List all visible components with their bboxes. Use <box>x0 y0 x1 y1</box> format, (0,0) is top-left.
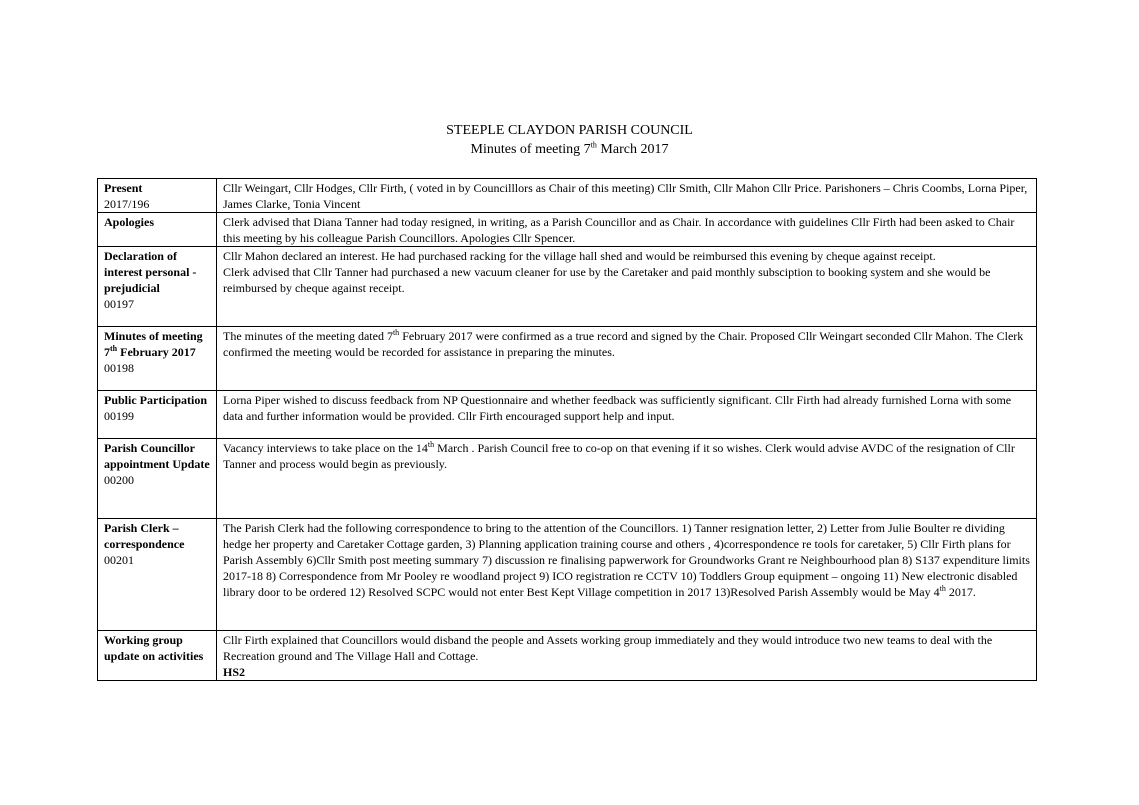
document-heading <box>0 121 1139 159</box>
text-suffix: March . Parish Council free to co-op on that evening if it so wishes. Clerk would advise AVDC of the resignation of Cllr Tanner and process would begin as previously. <box>223 441 1015 471</box>
text-prefix: Vacancy interviews to take place on the 14 <box>223 441 428 455</box>
row-label: Working group update on activities <box>104 633 204 663</box>
row-label-cell <box>98 439 217 519</box>
label-prefix: Minutes of meeting 7 <box>104 329 203 359</box>
row-ref: 00198 <box>104 361 134 375</box>
council-title: STEEPLE CLAYDON PARISH COUNCIL <box>446 123 693 138</box>
table-row-public <box>98 391 1037 439</box>
row-content-cell <box>217 391 1037 439</box>
row-text: Cllr Weingart, Cllr Hodges, Cllr Firth, ( voted in by Councilllors as Chair of this meeting) Cllr Smith, Cllr Mahon Cllr Price. Parishoners – Chris Coombs, Lorna Piper, James Clarke, Tonia Vincent <box>223 181 1028 211</box>
row-content-cell <box>217 519 1037 631</box>
row-ref: 00197 <box>104 297 134 311</box>
row-ref: 00201 <box>104 553 134 567</box>
row-content-cell <box>217 213 1037 247</box>
table-row-present <box>98 179 1037 213</box>
label-sup: th <box>110 344 118 353</box>
row-text: Clerk advised that Cllr Tanner had purchased a new vacuum cleaner for use by the Caretaker and paid monthly subsciption to booking system and she would be reimbursed by cheque against receipt. <box>223 265 991 295</box>
row-subheading: HS2 <box>223 665 246 679</box>
row-text: Cllr Firth explained that Councillors would disband the people and Assets working group immediately and they would introduce two new teams to deal with the Recreation ground and The Village Hall and Cottage. <box>223 633 993 663</box>
row-ref: 00199 <box>104 409 134 423</box>
text-sup: th <box>392 328 400 337</box>
row-content-cell <box>217 439 1037 519</box>
text-suffix: 2017. <box>945 585 976 599</box>
row-text <box>223 440 1030 472</box>
table-row-declaration <box>98 247 1037 327</box>
row-label: Parish Clerk – correspondence <box>104 521 185 551</box>
table-row-clerk <box>98 519 1037 631</box>
text-prefix: The minutes of the meeting dated 7 <box>223 329 393 343</box>
subtitle-sup: th <box>590 140 597 150</box>
text-sup: th <box>939 584 946 593</box>
row-label-cell <box>98 519 217 631</box>
row-content-cell <box>217 179 1037 213</box>
row-text <box>223 520 1030 600</box>
row-label-cell <box>98 179 217 213</box>
row-label: Declaration of interest personal - prejudicial <box>104 249 197 295</box>
row-text: Clerk advised that Diana Tanner had today resigned, in writing, as a Parish Councillor and as Chair. In accordance with guidelines Cllr Firth had been asked to Chair this meeting by his colleague Parish Councillors. Apologies Cllr Spencer. <box>223 215 1015 245</box>
minutes-table <box>97 178 1037 681</box>
text-suffix: February 2017 were confirmed as a true record and signed by the Chair. Proposed Cllr Weingart seconded Cllr Mahon. The Clerk confirmed the meeting would be recorded for assistance in preparing the minutes. <box>223 329 1024 359</box>
row-label: Present <box>104 181 143 195</box>
row-label: Parish Councillor appointment Update <box>104 441 210 471</box>
subtitle-prefix: Minutes of meeting 7 <box>470 142 591 157</box>
row-content-cell <box>217 631 1037 681</box>
row-label-cell <box>98 247 217 327</box>
row-label <box>104 328 210 360</box>
table-row-minutes <box>98 327 1037 391</box>
label-suffix: February 2017 <box>117 345 196 359</box>
row-text: Cllr Mahon declared an interest. He had purchased racking for the village hall shed and would be reimbursed this evening by cheque against receipt. <box>223 249 936 263</box>
row-label: Public Participation <box>104 393 207 407</box>
row-label-cell <box>98 213 217 247</box>
row-label: Apologies <box>104 215 155 229</box>
row-text: Lorna Piper wished to discuss feedback from NP Questionnaire and whether feedback was sufficiently significant. Cllr Firth had already furnished Lorna with some data and further information would be provided. Cllr Firth encouraged support help and input. <box>223 393 1012 423</box>
row-content-cell <box>217 247 1037 327</box>
table-row-councillor <box>98 439 1037 519</box>
row-ref: 00200 <box>104 473 134 487</box>
row-text <box>223 328 1030 360</box>
table-row-working <box>98 631 1037 681</box>
subtitle-suffix: March 2017 <box>596 142 669 157</box>
text-prefix: The Parish Clerk had the following correspondence to bring to the attention of the Councillors. 1) Tanner resignation letter, 2) Letter from Julie Boulter re dividing hedge her property and Caretaker Cottage garden, 3) Planning application training course and others , 4)correspondence re tools for caretaker, 5) Cllr Firth plans for Parish Assembly 6)Cllr Smith post meeting summary 7) discussion re finalising papwerwork for Groundworks Grant re Neighbourhood plan 8) S137 expenditure limits 2017-18 8) Correspondence from Mr Pooley re woodland project 9) ICO registration re CCTV 10) Toddlers Group equipment – ongoing 11) New electronic disabled library door to be ordered 12) Resolved SCPC would not enter Best Kept Village competition in 2017 13)Resolved Parish Assembly would be May 4 <box>223 521 1030 599</box>
row-content-cell <box>217 327 1037 391</box>
row-label-cell <box>98 327 217 391</box>
row-ref: 2017/196 <box>104 197 150 211</box>
row-label-cell <box>98 391 217 439</box>
meeting-subtitle <box>0 140 1139 159</box>
text-sup: th <box>427 440 435 449</box>
row-label-cell <box>98 631 217 681</box>
table-row-apologies <box>98 213 1037 247</box>
